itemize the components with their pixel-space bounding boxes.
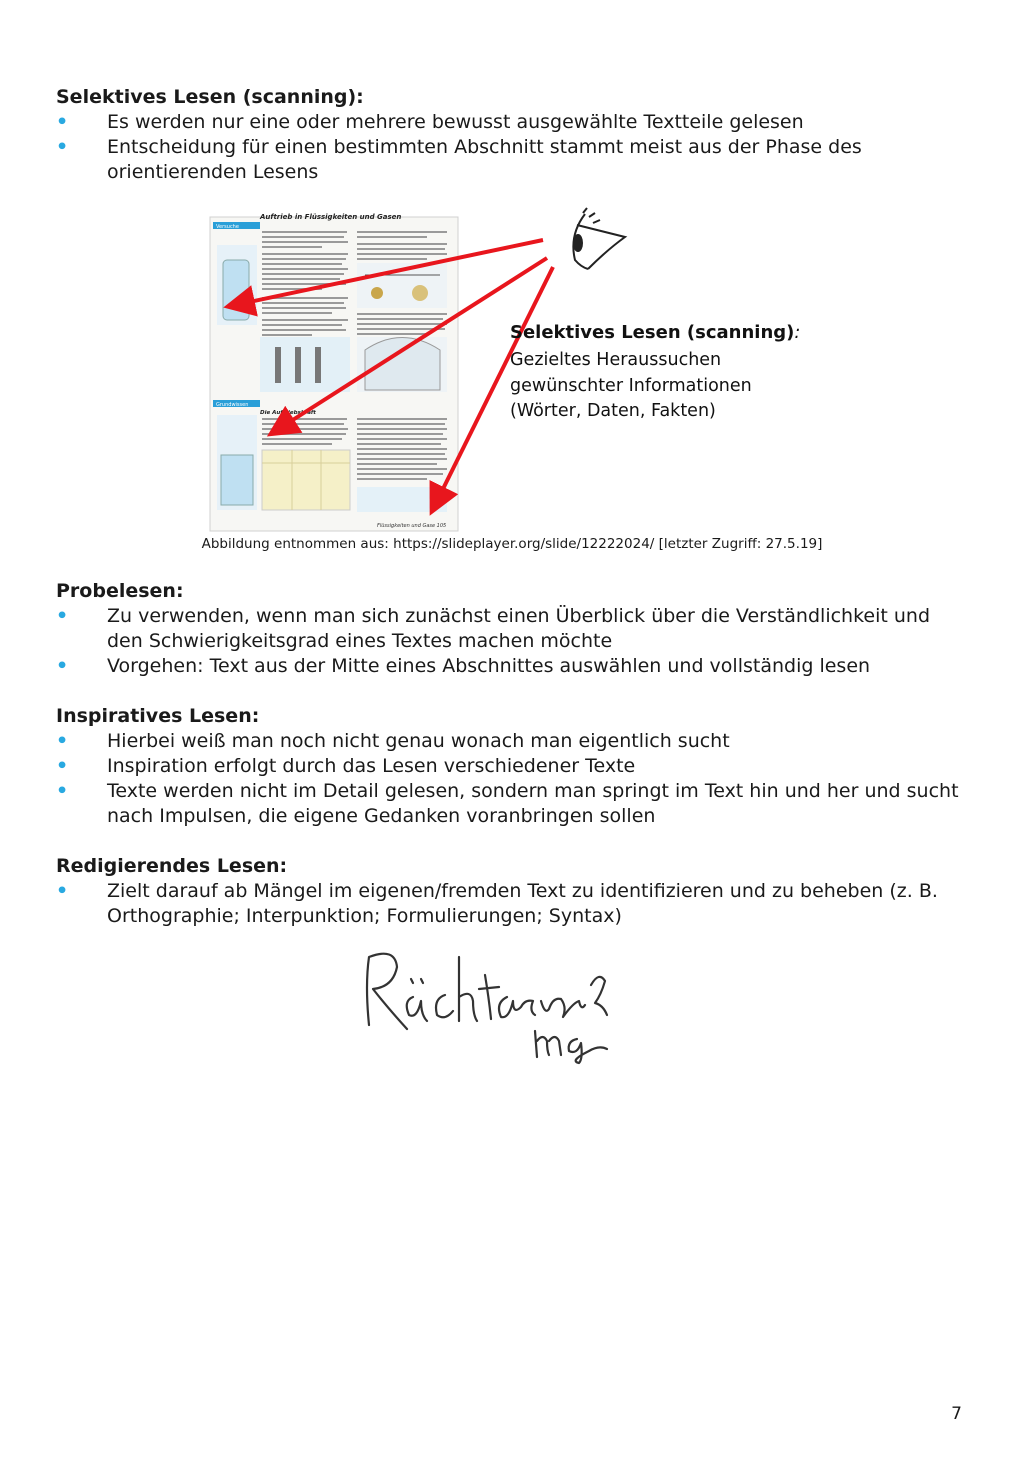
list-item: • Zu verwenden, wenn man sich zunächst einen Überblick über die Verständlichkeit und den Schwierigkeitsgrad eines Textes machen möchte [56,604,968,654]
list-item: • Texte werden nicht im Detail gelesen, sondern man springt im Text hin und her und sucht nach Impulsen, die eigene Gedanken voranbringen sollen [56,779,968,829]
section-heading: Redigierendes Lesen: [56,855,288,877]
bullet-list [56,879,968,929]
callout-line: gewünschter Informationen [510,376,752,396]
figure-svg [205,205,801,535]
tab-grundwissen-label: Grundwissen [216,402,249,408]
page-number: 7 [951,1404,962,1424]
list-item: • Es werden nur eine oder mehrere bewusst ausgewählte Textteile gelesen [56,110,968,135]
figure-caption: Abbildung entnommen aus: https://slideplayer.org/slide/12222024/ [letzter Zugriff: 27.5.19] [201,536,823,552]
list-item: • Vorgehen: Text aus der Mitte eines Abschnittes auswählen und vollständig lesen [56,654,968,679]
callout-title: Selektives Lesen (scanning): [510,322,801,343]
bullet-list [56,110,968,185]
section-inspiratives-lesen [56,704,968,829]
list-item: • Inspiration erfolgt durch das Lesen verschiedener Texte [56,754,968,779]
bullet-list [56,604,968,679]
subhead: Die Auftriebskraft [260,410,316,416]
list-item: • Hierbei weiß man noch nicht genau wonach man eigentlich sucht [56,729,968,754]
cylinder-illustration [260,337,350,392]
tab-versuche-label: Versuche [216,224,239,230]
textbook-figure [205,205,801,535]
list-item: • Entscheidung für einen bestimmten Abschnitt stammt meist aus der Phase des orientierenden Lesens [56,135,968,185]
section-redigierendes-lesen [56,854,968,929]
bullet-list [56,729,968,829]
section-probelesen [56,579,968,679]
figure-footer: Flüssigkeiten und Gase 105 [377,523,447,529]
eye-icon [573,208,625,269]
section-heading: Probelesen: [56,580,184,602]
section-heading: Inspiratives Lesen: [56,705,260,727]
handwritten-signature [355,945,615,1065]
list-item: • Zielt darauf ab Mängel im eigenen/fremden Text zu identifizieren und zu beheben (z. B. Orthographie; Interpunktion; Formulierungen; Syntax) [56,879,968,929]
callout-line: (Wörter, Daten, Fakten) [510,401,716,421]
book-title: Auftrieb in Flüssigkeiten und Gasen [260,213,402,221]
data-table [262,450,350,510]
section-selektives-lesen [56,85,968,185]
section-heading: Selektives Lesen (scanning): [56,86,364,108]
callout-line: Gezieltes Heraussuchen [510,350,722,370]
